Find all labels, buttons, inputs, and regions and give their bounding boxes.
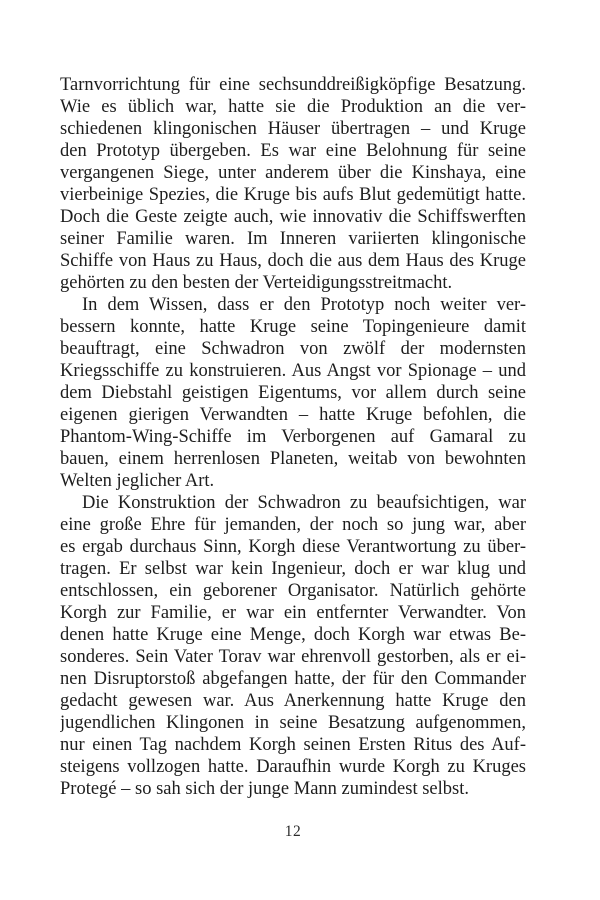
paragraph [60,294,526,492]
text-line: Die Konstruktion der Schwadron zu beaufsichtigen, war [82,493,526,513]
text-line: Kriegsschiffe zu konstruieren. Aus Angst vor Spionage – und [60,361,526,381]
text-line: entschlossen, ein geborener Organisator. Natürlich gehörte [60,581,526,601]
text-line: Doch die Geste zeigte auch, wie innovativ die Schiffswerften [60,207,526,227]
text-line: Welten jeglicher Art. [60,471,215,491]
text-line: beauftragt, eine Schwadron von zwölf der modernsten [60,339,526,359]
text-line: Schiffe von Haus zu Haus, doch die aus dem Haus des Kruge [60,251,526,271]
text-line: tragen. Er selbst war kein Ingenieur, doch er war klug und [60,559,526,579]
text-line: vierbeinige Spezies, die Kruge bis aufs Blut gedemütigt hatte. [60,185,526,205]
text-line: bessern konnte, hatte Kruge seine Topingenieure damit [60,317,526,337]
paragraph [60,492,526,800]
text-line: jugendlichen Klingonen in seine Besatzung aufgenommen, [60,713,526,733]
text-line: Protegé – so sah sich der junge Mann zumindest selbst. [60,779,469,799]
text-line: seiner Familie waren. Im Inneren variierten klingonische [60,229,526,249]
text-line: sonderes. Sein Vater Torav war ehrenvoll gestorben, als er ei- [60,647,526,667]
text-line: nur einen Tag nachdem Korgh seinen Ersten Ritus des Auf- [60,735,526,755]
text-line: gedacht gewesen war. Aus Anerkennung hatte Kruge den [60,691,526,711]
text-line: Phantom-Wing-Schiffe im Verborgenen auf Gamaral zu [60,427,526,447]
text-line: bauen, einem herrenlosen Planeten, weitab von bewohnten [60,449,526,469]
text-line: nen Disruptorstoß abgefangen hatte, der für den Commander [60,669,526,689]
text-line: denen hatte Kruge eine Menge, doch Korgh war etwas Be- [60,625,526,645]
page-text [60,74,526,800]
text-line: schiedenen klingonischen Häuser übertragen – und Kruge [60,119,526,139]
text-line: den Prototyp übergeben. Es war eine Belohnung für seine [60,141,526,161]
text-line: vergangenen Siege, unter anderem über die Kinshaya, eine [60,163,526,183]
text-line: es ergab durchaus Sinn, Korgh diese Verantwortung zu über- [60,537,526,557]
text-line: Wie es üblich war, hatte sie die Produktion an die ver- [60,97,526,117]
page-number: 12 [284,823,302,840]
text-line: Korgh zur Familie, er war ein entfernter Verwandter. Von [60,603,526,623]
text-line: eine große Ehre für jemanden, der noch so jung war, aber [60,515,526,535]
text-line: eigenen gierigen Verwandten – hatte Kruge befohlen, die [60,405,526,425]
text-line: In dem Wissen, dass er den Prototyp noch weiter ver- [82,295,526,315]
text-line: gehörten zu den besten der Verteidigungsstreitmacht. [60,273,453,293]
text-line: dem Diebstahl geistigen Eigentums, vor allem durch seine [60,383,526,403]
text-line: steigens vollzogen hatte. Daraufhin wurde Korgh zu Kruges [60,757,526,777]
paragraph [60,74,526,294]
text-line: Tarnvorrichtung für eine sechsunddreißigköpfige Besatzung. [60,75,526,95]
